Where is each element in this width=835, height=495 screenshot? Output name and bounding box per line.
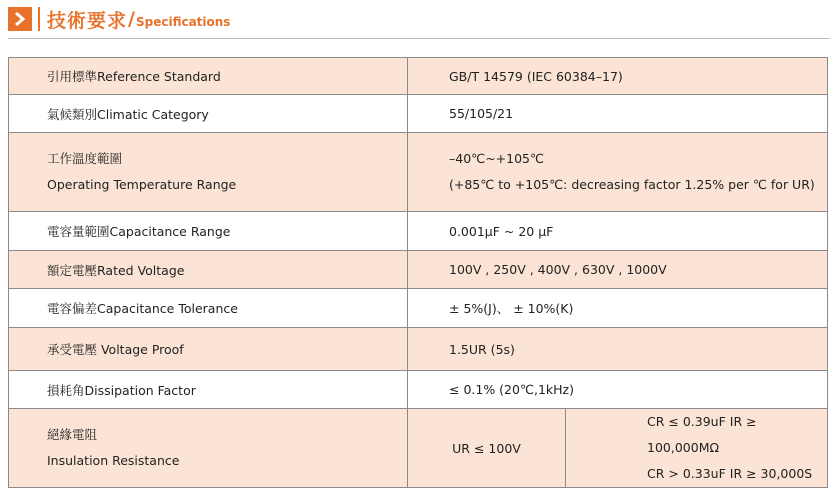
- row-label: [9, 133, 408, 212]
- condition-cell: UR ≤ 100V: [408, 409, 566, 488]
- row-value: ≤ 0.1% (20℃,1kHz): [408, 371, 828, 409]
- row-label: 引用標準Reference Standard: [9, 58, 408, 95]
- title-chinese: 技術要求: [47, 9, 128, 32]
- row-value: 0.001μF ~ 20 μF: [408, 212, 828, 251]
- row-label: 電容量範圍Capacitance Range: [9, 212, 408, 251]
- specifications-table: [8, 57, 828, 488]
- divider-bar: [38, 7, 40, 31]
- header-divider: [8, 38, 830, 39]
- row-label: [9, 409, 408, 488]
- row-value: GB/T 14579 (IEC 60384–17): [408, 58, 828, 95]
- section-header: [8, 5, 230, 33]
- label-chinese: 絕緣電阻: [47, 427, 98, 442]
- table-row: [9, 289, 828, 328]
- row-value: 1.5UR (5s): [408, 328, 828, 371]
- row-value: 55/105/21: [408, 95, 828, 133]
- row-value: ± 5%(J)、 ± 10%(K): [408, 289, 828, 328]
- row-value: 100V , 250V , 400V , 630V , 1000V: [408, 251, 828, 289]
- chevron-right-icon: [8, 7, 32, 31]
- row-label: 承受電壓 Voltage Proof: [9, 328, 408, 371]
- table-row: [9, 133, 828, 212]
- row-label: 損耗角Dissipation Factor: [9, 371, 408, 409]
- table-row: [9, 328, 828, 371]
- table-row: [9, 212, 828, 251]
- row-value: [566, 409, 828, 488]
- table-row: [9, 409, 828, 488]
- label-english: Operating Temperature Range: [47, 177, 237, 192]
- row-label: 氣候類別Climatic Category: [9, 95, 408, 133]
- row-label: 電容偏差Capacitance Tolerance: [9, 289, 408, 328]
- table-row: [9, 58, 828, 95]
- table-row: [9, 251, 828, 289]
- value-line-2: (+85℃ to +105℃: decreasing factor 1.25% per ℃ for UR): [449, 177, 815, 192]
- row-value: [408, 133, 828, 212]
- table-row: [9, 95, 828, 133]
- table-row: [9, 371, 828, 409]
- row-label: 額定電壓Rated Voltage: [9, 251, 408, 289]
- title-slash: /: [128, 8, 135, 30]
- label-english: Insulation Resistance: [47, 453, 180, 468]
- value-line-1: CR ≤ 0.39uF IR ≥ 100,000MΩ: [647, 414, 757, 455]
- title-english: Specifications: [135, 15, 231, 29]
- value-line-2: CR > 0.33uF IR ≥ 30,000S: [647, 466, 813, 481]
- value-line-1: –40℃~+105℃: [449, 151, 545, 166]
- label-chinese: 工作溫度範圍: [47, 151, 123, 166]
